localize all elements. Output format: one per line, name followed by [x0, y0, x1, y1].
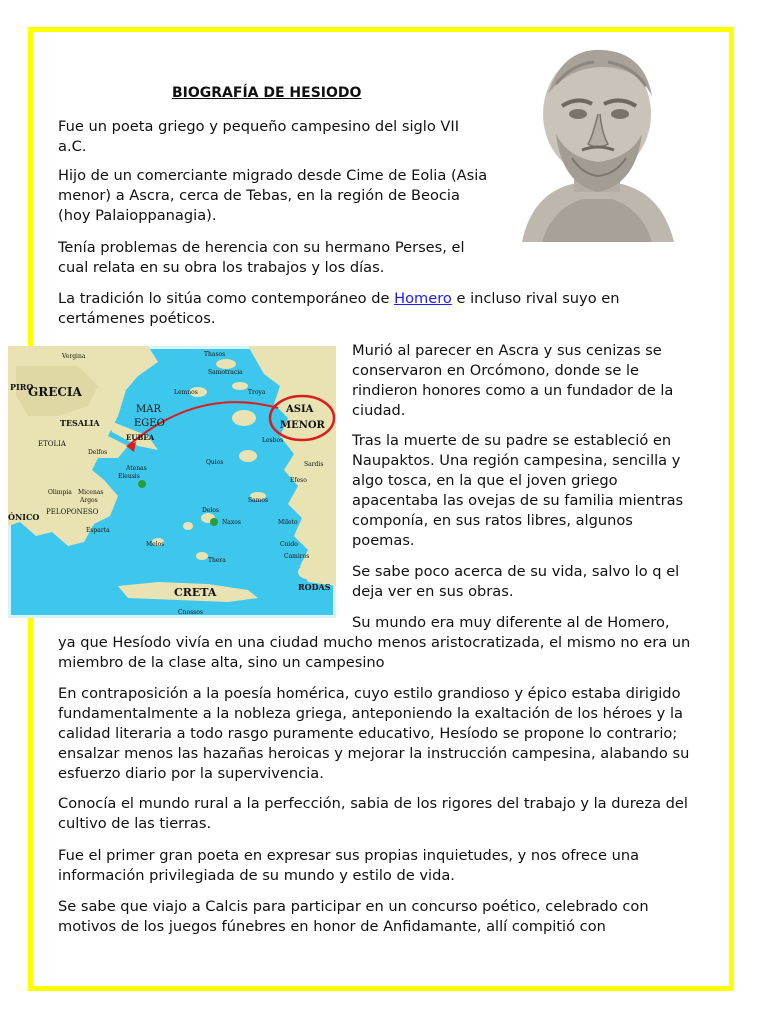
map-label-troya: Troya [248, 389, 266, 396]
map-label-mar: MAR [136, 404, 161, 415]
homero-link[interactable]: Homero [394, 290, 452, 307]
map-label-esparta: Esparta [86, 527, 110, 534]
map-label-asia: ASIA [286, 404, 314, 415]
map-label-creta: CRETA [174, 586, 217, 599]
paragraph-3: Tenía problemas de herencia con su hermano Perses, el cual relata en su obra los trabajos y los días. [58, 239, 465, 276]
map-label-samotracia: Samotracia [208, 369, 243, 376]
map-label-lesbos: Lesbos [262, 437, 284, 444]
map-label-atenas: Atenas [126, 465, 147, 472]
map-label-mileto: Mileto [278, 519, 298, 526]
map-label-thera: Thera [208, 557, 226, 564]
hesiod-bust-image [512, 34, 682, 242]
map-label-peloponeso: PELOPONESO [46, 508, 99, 516]
paragraph-2: Hijo de un comerciante migrado desde Cime de Eolia (Asia menor) a Ascra, cerca de Tebas, en la región de Beocia (hoy Palaioppanagia). [58, 167, 488, 224]
map-label-rodas: RODAS [298, 582, 331, 592]
map-label-cnido: Cnido [280, 541, 298, 548]
map-label-olimpia: Olimpia [48, 489, 72, 496]
map-label-thasos: Thasos [204, 351, 226, 358]
map-label-delos: Delos [202, 507, 219, 514]
paragraph-7: Se sabe poco acerca de su vida, salvo lo q el deja ver en sus obras. [352, 563, 680, 600]
map-label-camiros: Camiros [284, 553, 310, 560]
map-label-sardis: Sardis [304, 461, 324, 468]
map-label-egeo: EGEO [134, 418, 165, 429]
map-label-argos: Argos [80, 497, 98, 504]
paragraph-4 [58, 289, 668, 329]
map-label-cnossos: Cnossos [178, 609, 203, 616]
paragraph-11: Fue el primer gran poeta en expresar sus propias inquietudes, y nos ofrece una información privilegiada de su mundo y estilo de vida. [58, 847, 640, 884]
paragraph-8a: Su mundo era muy diferente al de Homero, [352, 614, 670, 631]
map-label-melos: Melos [146, 541, 165, 548]
map-label-grecia: GRECIA [28, 385, 82, 399]
paragraph-5: Murió al parecer en Ascra y sus cenizas se conservaron en Orcómono, donde se le rindieron honores como a un fundador de la ciudad. [352, 342, 674, 419]
map-label-naxos: Naxos [222, 519, 241, 526]
paragraph-1: Fue un poeta griego y pequeño campesino del siglo VII a.C. [58, 118, 459, 155]
map-label-micenas: Micenas [78, 489, 104, 496]
map-label-etolia: ETOLIA [38, 440, 66, 448]
map-label-menor: MENOR [280, 420, 325, 431]
paragraph-4-text-a: La tradición lo sitúa como contemporáneo de [58, 290, 395, 307]
paragraph-4-text-b: e incluso rival suyo en certámenes poéticos. [58, 290, 620, 327]
greece-map-image [8, 346, 336, 618]
map-label-efeso: Efeso [290, 477, 307, 484]
paragraph-6: Tras la muerte de su padre se estableció en Naupaktos. Una región campesina, sencilla y algo tosca, en la que el joven griego apacentaba las ovejas de su familia mientras componía, en sus ratos libres, algunos poemas. [352, 432, 684, 549]
page-title: BIOGRAFÍA DE HESIODO [172, 85, 362, 101]
map-label-delfos: Delfos [88, 449, 108, 456]
map-label-vergina: Vergina [62, 353, 86, 360]
map-label-tesalia: TESALIA [60, 418, 100, 428]
paragraph-9: En contraposición a la poesía homérica, cuyo estilo grandioso y épico estaba dirigido fundamentalmente a la nobleza griega, anteponiendo la exaltación de los héroes y la calidad literaria a todo rasgo puramente educativo, Hesíodo se propone lo contrario; ensalzar menos las hazañas heroicas y mejorar la instrucción campesina, alabando su esfuerzo diario por la supervivencia. [58, 685, 690, 782]
map-label-piro: PIRO [10, 382, 34, 392]
map-label-eubea: EUBEA [126, 433, 155, 442]
map-label-samos: Samos [248, 497, 269, 504]
paragraph-10: Conocía el mundo rural a la perfección, sabia de los rigores del trabajo y la dureza del cultivo de las tierras. [58, 795, 688, 832]
map-label-quios: Quios [206, 459, 224, 466]
map-label-eleusis: Eleusis [118, 473, 140, 480]
paragraph-8b: ya que Hesíodo vivía en una ciudad mucho menos aristocratizada, el mismo no era un miembro de la clase alta, sino un campesino [58, 634, 691, 671]
map-label-onico: ÓNICO [8, 512, 40, 522]
paragraph-12: Se sabe que viajo a Calcis para participar en un concurso poético, celebrado con motivos de los juegos fúnebres en honor de Anfidamante, allí compitió con [58, 898, 649, 935]
map-label-lemnos: Lemnos [174, 389, 198, 396]
